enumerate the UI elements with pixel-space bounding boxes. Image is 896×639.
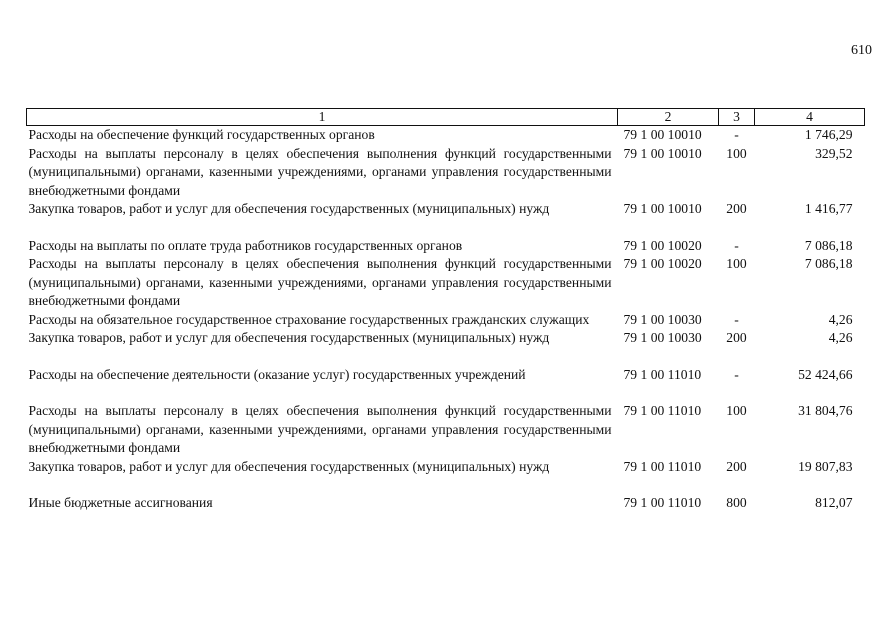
header-col-2: 2: [618, 109, 719, 126]
row-amount: 7 086,18: [804, 237, 853, 253]
row-amount: 31 804,76: [798, 403, 853, 418]
row-name: Закупка товаров, работ и услуг для обеспечения государственных (муниципальных) нужд: [28, 330, 550, 345]
table-body: [27, 126, 865, 513]
row-name: Расходы на выплаты по оплате труда работников государственных органов: [28, 237, 463, 253]
row-code: 79 1 00 11010: [623, 366, 702, 382]
header-col-4: 4: [755, 109, 865, 126]
row-code: 79 1 00 11010: [623, 403, 702, 418]
header-row: [27, 109, 865, 126]
table-row: [27, 366, 865, 403]
row-type: -: [734, 311, 739, 327]
row-name: Расходы на выплаты персоналу в целях обеспечения выполнения функций государственными (муниципальными) органами, казенными учреждениями, органами управления государственными внебюджетными фондами: [28, 403, 612, 455]
table-header: [27, 109, 865, 126]
header-col-1: 1: [27, 109, 618, 126]
row-code: 79 1 00 10030: [623, 330, 702, 345]
row-code: 79 1 00 10010: [623, 201, 702, 216]
table-row: [27, 402, 865, 458]
row-type: -: [734, 127, 739, 142]
row-amount: 812,07: [815, 495, 853, 510]
row-amount: 4,26: [828, 311, 853, 327]
row-name: Расходы на выплаты персоналу в целях обеспечения выполнения функций государственными (муниципальными) органами, казенными учреждениями, органами управления государственными внебюджетными фондами: [28, 256, 612, 308]
row-code: 79 1 00 10030: [623, 311, 702, 327]
table-row: [27, 126, 865, 145]
row-type: 200: [726, 458, 747, 474]
row-amount: 52 424,66: [798, 366, 853, 382]
row-code: 79 1 00 10020: [623, 237, 702, 253]
row-amount: 1 746,29: [804, 127, 853, 142]
row-type: -: [734, 237, 739, 253]
row-type: 800: [726, 495, 747, 510]
table-row: [27, 458, 865, 495]
table-row: [27, 311, 865, 330]
page-number: 610: [851, 43, 872, 58]
header-col-3: 3: [719, 109, 755, 126]
row-code: 79 1 00 10010: [623, 145, 702, 161]
row-name: Расходы на обеспечение деятельности (оказание услуг) государственных учреждений: [28, 366, 526, 382]
row-name: Закупка товаров, работ и услуг для обеспечения государственных (муниципальных) нужд: [28, 458, 550, 474]
row-type: 200: [726, 330, 747, 345]
row-type: 100: [726, 403, 747, 418]
row-amount: 4,26: [828, 330, 853, 345]
row-amount: 19 807,83: [798, 458, 853, 474]
row-name: Иные бюджетные ассигнования: [28, 495, 213, 510]
table-row: [27, 200, 865, 237]
table-row: [27, 237, 865, 256]
row-code: 79 1 00 10020: [623, 256, 702, 271]
row-name: Закупка товаров, работ и услуг для обеспечения государственных (муниципальных) нужд: [28, 201, 550, 216]
row-name: Расходы на обязательное государственное страхование государственных гражданских служащих: [28, 311, 590, 327]
table-row: [27, 145, 865, 201]
row-type: 200: [726, 201, 747, 216]
row-code: 79 1 00 11010: [623, 495, 702, 510]
row-amount: 7 086,18: [804, 256, 853, 271]
row-amount: 329,52: [815, 145, 853, 161]
budget-table: [26, 108, 865, 513]
row-code: 79 1 00 11010: [623, 458, 702, 474]
row-amount: 1 416,77: [804, 201, 853, 216]
row-type: -: [734, 366, 739, 382]
row-type: 100: [726, 145, 747, 161]
table-row: [27, 255, 865, 311]
row-name: Расходы на выплаты персоналу в целях обеспечения выполнения функций государственными (муниципальными) органами, казенными учреждениями, органами управления государственными внебюджетными фондами: [28, 145, 612, 198]
row-name: Расходы на обеспечение функций государственных органов: [28, 127, 375, 142]
table-row: [27, 494, 865, 513]
table-row: [27, 329, 865, 366]
row-type: 100: [726, 256, 747, 271]
row-code: 79 1 00 10010: [623, 127, 702, 142]
